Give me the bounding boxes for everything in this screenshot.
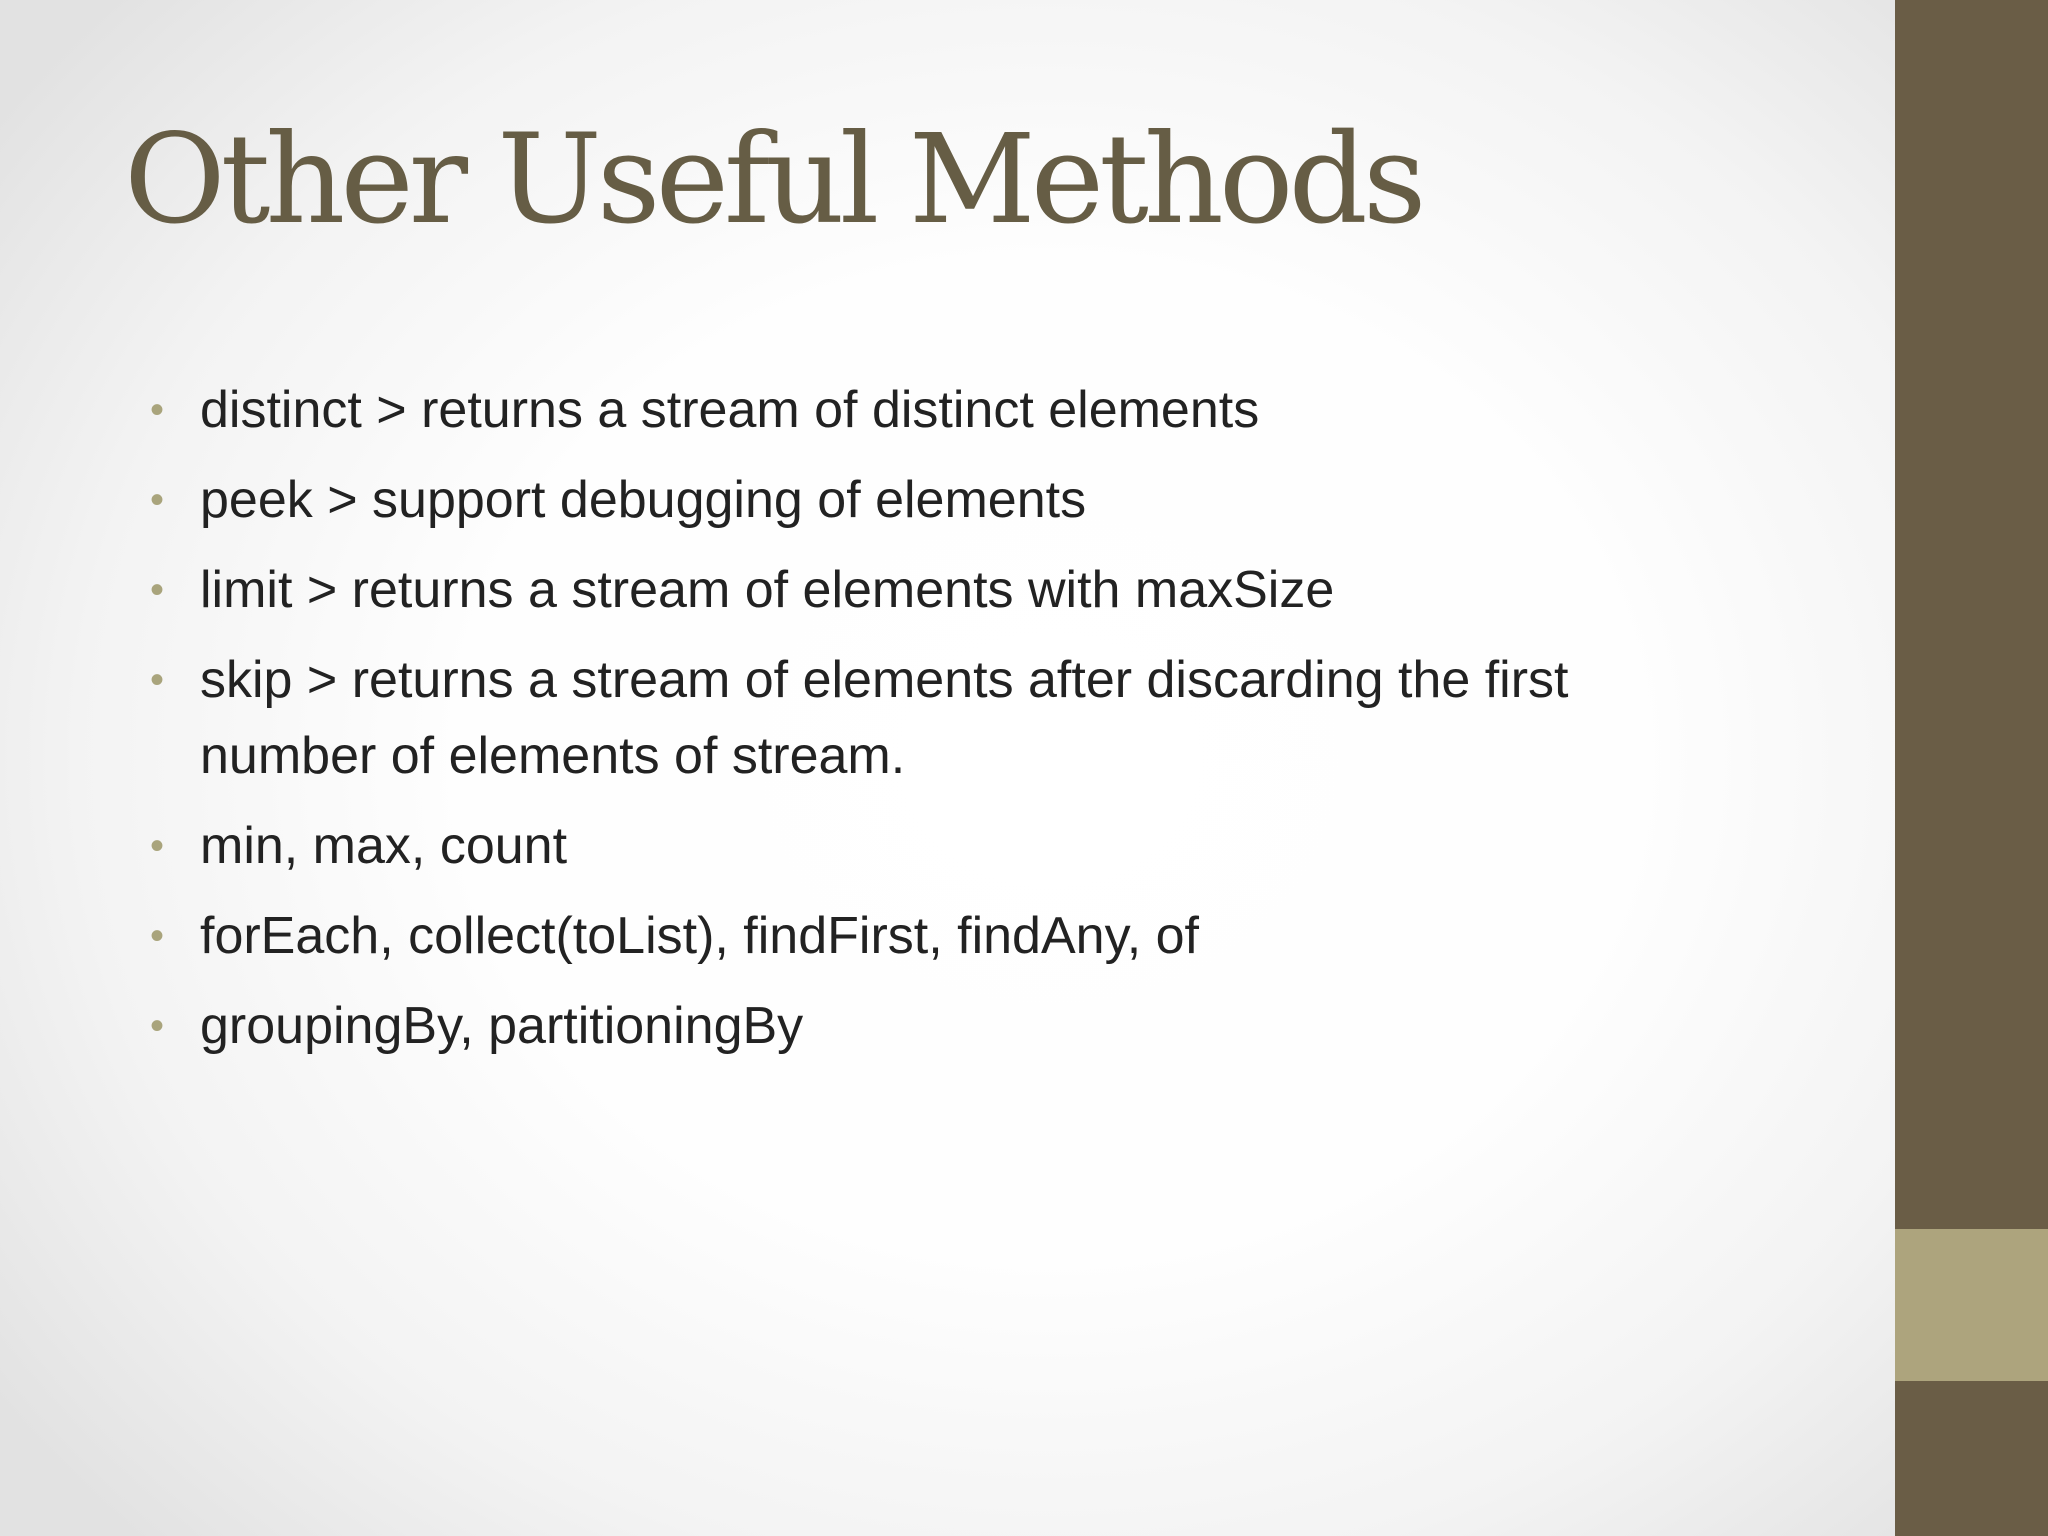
- sidebar-accent-block: [1895, 1229, 2048, 1381]
- bullet-text: skip > returns a stream of elements after discarding the first number of elements of stream.: [200, 651, 1569, 785]
- bullet-item-min-max-count: [148, 808, 1748, 884]
- bullet-item-peek: [148, 462, 1748, 538]
- bullet-text: distinct > returns a stream of distinct elements: [200, 381, 1260, 439]
- bullet-text: limit > returns a stream of elements with maxSize: [200, 561, 1335, 619]
- bullet-text: forEach, collect(toList), findFirst, findAny, of: [200, 907, 1199, 965]
- bullet-item-skip: [148, 642, 1748, 794]
- bullet-item-foreach: [148, 898, 1748, 974]
- bullet-text: groupingBy, partitioningBy: [200, 997, 804, 1055]
- slide-title: Other Useful Methods: [124, 108, 1422, 252]
- bullet-list: [148, 372, 1748, 1078]
- bullet-dot-icon: •: [150, 824, 165, 868]
- bullet-text: min, max, count: [200, 817, 568, 875]
- bullet-dot-icon: •: [150, 388, 165, 432]
- bullet-dot-icon: •: [150, 568, 165, 612]
- bullet-dot-icon: •: [150, 658, 165, 702]
- decorative-sidebar: [1895, 0, 2048, 1536]
- bullet-text: peek > support debugging of elements: [200, 471, 1087, 529]
- bullet-dot-icon: •: [150, 914, 165, 958]
- bullet-item-grouping: [148, 988, 1748, 1064]
- bullet-item-limit: [148, 552, 1748, 628]
- bullet-dot-icon: •: [150, 1004, 165, 1048]
- bullet-item-distinct: [148, 372, 1748, 448]
- bullet-dot-icon: •: [150, 478, 165, 522]
